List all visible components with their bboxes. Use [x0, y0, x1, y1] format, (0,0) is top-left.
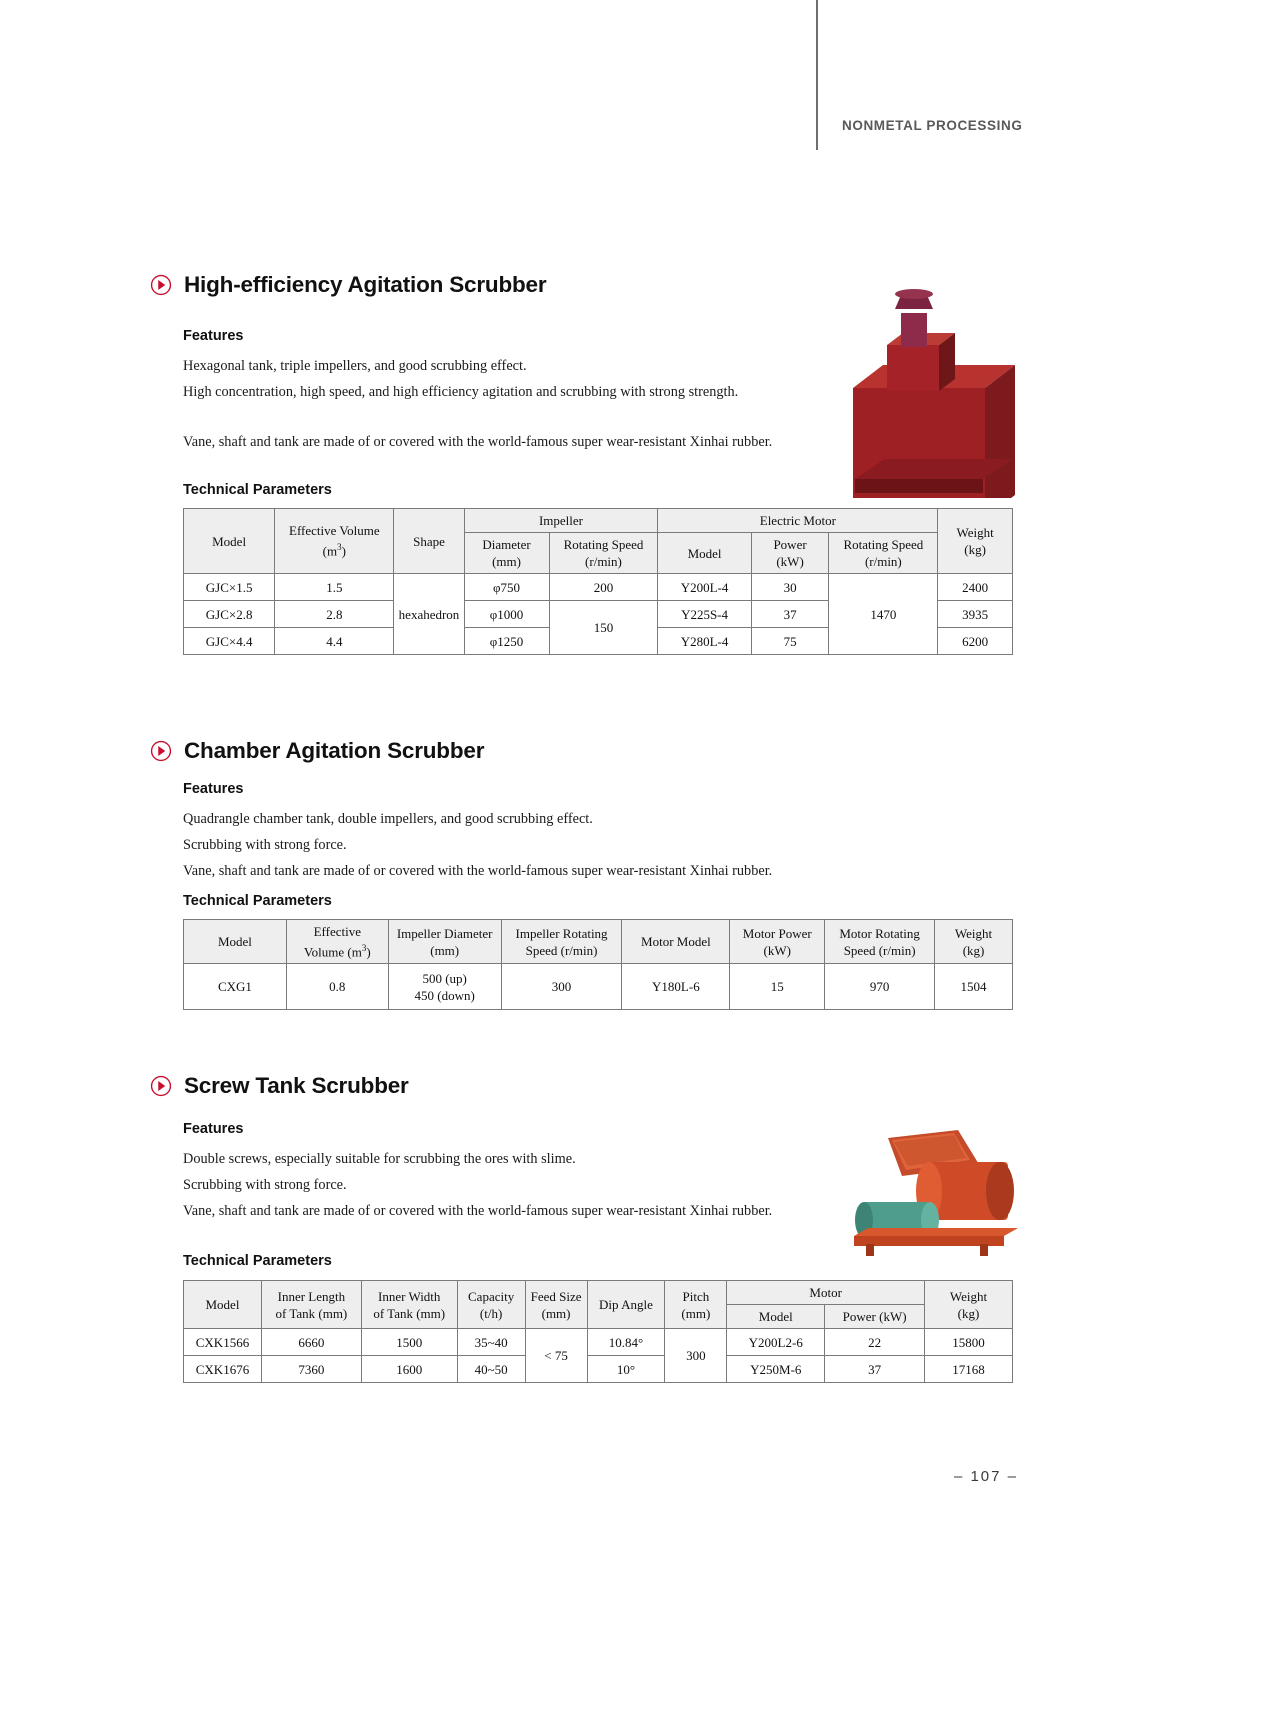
col-motor-model: Model: [658, 533, 751, 574]
table-header-row: [184, 920, 1013, 964]
technical-parameters-label: Technical Parameters: [183, 893, 332, 909]
cell-capacity: 35~40: [457, 1329, 525, 1356]
cell-weight: 1504: [935, 964, 1013, 1010]
table-row: [184, 1356, 1013, 1383]
cell-weight: 6200: [938, 628, 1013, 655]
cell-model: CXG1: [184, 964, 287, 1010]
col-motor-model: Model: [727, 1305, 825, 1329]
feature-text: High concentration, high speed, and high efficiency agitation and scrubbing with strong strength.: [183, 384, 739, 400]
cell-impeller-speed: 300: [501, 964, 622, 1010]
col-group-electric-motor: Electric Motor: [658, 509, 938, 533]
cell-motor-power: 37: [751, 601, 829, 628]
cell-inner-length: 6660: [261, 1329, 361, 1356]
cell-dip-angle: 10.84°: [587, 1329, 665, 1356]
red-circle-arrow-icon: [150, 1075, 172, 1097]
col-inner-length: Inner Length of Tank (mm): [261, 1281, 361, 1329]
col-model: Model: [184, 509, 275, 574]
cell-impeller-diameter: φ1000: [464, 601, 549, 628]
cell-effective-volume: 4.4: [275, 628, 394, 655]
cell-effective-volume: 2.8: [275, 601, 394, 628]
cell-model: GJC×4.4: [184, 628, 275, 655]
col-motor-power: Power (kW): [825, 1305, 925, 1329]
cell-pitch: 300: [665, 1329, 727, 1383]
cell-motor-power: 22: [825, 1329, 925, 1356]
cell-shape: hexahedron: [394, 574, 464, 655]
col-capacity: Capacity (t/h): [457, 1281, 525, 1329]
col-model: Model: [184, 1281, 262, 1329]
cell-effective-volume: 1.5: [275, 574, 394, 601]
col-pitch: Pitch (mm): [665, 1281, 727, 1329]
technical-parameters-table: [183, 508, 1013, 655]
section-heading: [150, 1073, 409, 1099]
col-motor-rotating-speed: Motor Rotating Speed (r/min): [825, 920, 935, 964]
col-impeller-rotating-speed: Impeller Rotating Speed (r/min): [501, 920, 622, 964]
table-row: [184, 574, 1013, 601]
table-row: [184, 964, 1013, 1010]
cell-impeller-diameter: 500 (up) 450 (down): [388, 964, 501, 1010]
cell-model: CXK1676: [184, 1356, 262, 1383]
feature-text: Hexagonal tank, triple impellers, and good scrubbing effect.: [183, 358, 527, 374]
page-header-title: NONMETAL PROCESSING: [842, 118, 1023, 133]
table-header-row: [184, 1281, 1013, 1305]
cell-impeller-diameter: φ1250: [464, 628, 549, 655]
cell-inner-width: 1500: [361, 1329, 457, 1356]
cell-motor-model: Y200L2-6: [727, 1329, 825, 1356]
cell-capacity: 40~50: [457, 1356, 525, 1383]
col-motor-model: Motor Model: [622, 920, 730, 964]
technical-parameters-label: Technical Parameters: [183, 482, 332, 498]
cell-motor-power: 75: [751, 628, 829, 655]
col-motor-power: Power (kW): [751, 533, 829, 574]
cell-impeller-diameter: φ750: [464, 574, 549, 601]
feature-text: Quadrangle chamber tank, double impellers, and good scrubbing effect.: [183, 811, 593, 827]
cell-motor-power: 30: [751, 574, 829, 601]
section-title: Chamber Agitation Scrubber: [184, 738, 485, 763]
col-effective-volume: Effective Volume $(m^3)$: [275, 509, 394, 574]
cell-motor-speed: 1470: [829, 574, 938, 655]
cell-weight: 3935: [938, 601, 1013, 628]
cell-inner-width: 1600: [361, 1356, 457, 1383]
col-weight: Weight (kg): [938, 509, 1013, 574]
cell-model: GJC×2.8: [184, 601, 275, 628]
col-group-motor: Motor: [727, 1281, 925, 1305]
red-circle-arrow-icon: [150, 740, 172, 762]
cell-motor-model: Y250M-6: [727, 1356, 825, 1383]
col-motor-rotating-speed: Rotating Speed (r/min): [829, 533, 938, 574]
cell-inner-length: 7360: [261, 1356, 361, 1383]
table-row: [184, 1329, 1013, 1356]
feature-text: Vane, shaft and tank are made of or covered with the world-famous super wear-resistant Xinhai rubber.: [183, 434, 773, 450]
col-impeller-rotating-speed: Rotating Speed (r/min): [549, 533, 658, 574]
cell-impeller-speed: 150: [549, 601, 658, 655]
product-photo-screw-tank-scrubber: [830, 1118, 1025, 1268]
col-model: Model: [184, 920, 287, 964]
cell-impeller-speed: 200: [549, 574, 658, 601]
technical-parameters-table: [183, 919, 1013, 1010]
page-number: – 107 –: [953, 1468, 1018, 1485]
section-title: Screw Tank Scrubber: [184, 1073, 409, 1098]
cell-weight: 17168: [925, 1356, 1013, 1383]
product-photo-agitation-scrubber: [845, 283, 1025, 498]
col-inner-width: Inner Width of Tank (mm): [361, 1281, 457, 1329]
cell-motor-power: 37: [825, 1356, 925, 1383]
col-weight: Weight (kg): [925, 1281, 1013, 1329]
cell-weight: 15800: [925, 1329, 1013, 1356]
cell-motor-model: Y200L-4: [658, 574, 751, 601]
page-header: [816, 0, 1276, 150]
col-feed-size: Feed Size (mm): [525, 1281, 587, 1329]
cell-motor-speed: 970: [825, 964, 935, 1010]
cell-model: GJC×1.5: [184, 574, 275, 601]
section-heading: [150, 738, 484, 764]
cell-weight: 2400: [938, 574, 1013, 601]
col-shape: Shape: [394, 509, 464, 574]
technical-parameters-label: Technical Parameters: [183, 1253, 332, 1269]
col-impeller-diameter: Diameter (mm): [464, 533, 549, 574]
cell-dip-angle: 10°: [587, 1356, 665, 1383]
header-vertical-rule: [816, 0, 818, 150]
feature-text: Vane, shaft and tank are made of or covered with the world-famous super wear-resistant Xinhai rubber.: [183, 1203, 773, 1219]
cell-motor-model: Y180L-6: [622, 964, 730, 1010]
cell-motor-model: Y280L-4: [658, 628, 751, 655]
col-effective-volume: Effective Volume $(m^3)$: [286, 920, 388, 964]
col-group-impeller: Impeller: [464, 509, 658, 533]
cell-model: CXK1566: [184, 1329, 262, 1356]
features-label: Features: [183, 781, 244, 797]
cell-motor-power: 15: [730, 964, 825, 1010]
feature-text: Scrubbing with strong force.: [183, 837, 347, 853]
col-impeller-diameter: Impeller Diameter (mm): [388, 920, 501, 964]
col-dip-angle: Dip Angle: [587, 1281, 665, 1329]
cell-motor-model: Y225S-4: [658, 601, 751, 628]
col-weight: Weight (kg): [935, 920, 1013, 964]
table-header-row: [184, 509, 1013, 533]
red-circle-arrow-icon: [150, 274, 172, 296]
cell-feed-size: < 75: [525, 1329, 587, 1383]
col-motor-power: Motor Power (kW): [730, 920, 825, 964]
features-label: Features: [183, 328, 244, 344]
section-title: High-efficiency Agitation Scrubber: [184, 272, 547, 297]
technical-parameters-table: [183, 1280, 1013, 1383]
section-heading: [150, 272, 546, 298]
features-label: Features: [183, 1121, 244, 1137]
feature-text: Scrubbing with strong force.: [183, 1177, 347, 1193]
cell-effective-volume: 0.8: [286, 964, 388, 1010]
feature-text: Double screws, especially suitable for scrubbing the ores with slime.: [183, 1151, 576, 1167]
feature-text: Vane, shaft and tank are made of or covered with the world-famous super wear-resistant Xinhai rubber.: [183, 863, 773, 879]
